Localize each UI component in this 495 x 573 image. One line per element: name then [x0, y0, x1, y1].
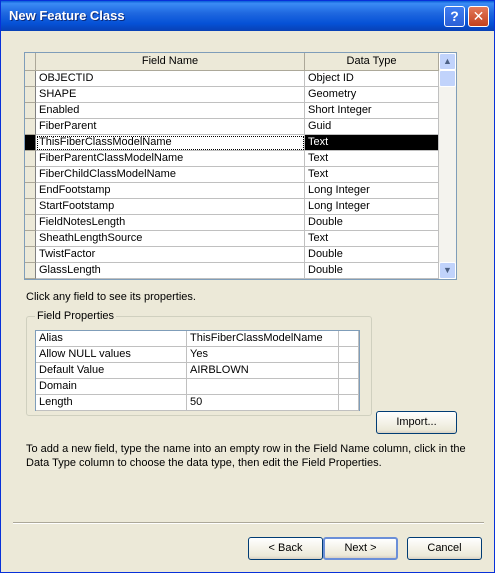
- property-extra-cell[interactable]: [339, 363, 359, 379]
- field-name-cell[interactable]: FiberChildClassModelName: [36, 167, 305, 183]
- property-name: Length: [36, 395, 187, 411]
- data-type-cell[interactable]: Long Integer: [305, 199, 439, 215]
- row-selector[interactable]: [25, 263, 36, 279]
- next-button[interactable]: Next >: [323, 537, 398, 560]
- chevron-up-icon: ▲: [443, 56, 452, 66]
- field-name-cell[interactable]: FiberParent: [36, 119, 305, 135]
- table-row[interactable]: [25, 183, 439, 199]
- row-selector[interactable]: [25, 247, 36, 263]
- property-name: Allow NULL values: [36, 347, 187, 363]
- table-row[interactable]: [25, 119, 439, 135]
- property-row: [36, 331, 359, 347]
- cancel-button[interactable]: Cancel: [407, 537, 482, 560]
- fields-grid: [24, 52, 457, 280]
- property-value[interactable]: 50: [187, 395, 339, 411]
- field-name-cell[interactable]: SheathLengthSource: [36, 231, 305, 247]
- column-header-data-type[interactable]: Data Type: [305, 53, 439, 71]
- row-selector[interactable]: [25, 199, 36, 215]
- row-selector[interactable]: [25, 231, 36, 247]
- back-button[interactable]: < Back: [248, 537, 323, 560]
- scroll-up-button[interactable]: [439, 53, 456, 70]
- row-selector[interactable]: [25, 135, 36, 151]
- table-row[interactable]: [25, 231, 439, 247]
- row-selector[interactable]: [25, 103, 36, 119]
- row-selector-header: [25, 53, 36, 71]
- field-name-cell[interactable]: TwistFactor: [36, 247, 305, 263]
- data-type-cell[interactable]: Object ID: [305, 71, 439, 87]
- data-type-cell[interactable]: Double: [305, 247, 439, 263]
- chevron-down-icon: ▼: [443, 265, 452, 275]
- data-type-cell[interactable]: Text: [305, 151, 439, 167]
- close-icon: ✕: [472, 8, 485, 24]
- table-row[interactable]: [25, 87, 439, 103]
- data-type-cell[interactable]: Geometry: [305, 87, 439, 103]
- property-name: Default Value: [36, 363, 187, 379]
- row-selector[interactable]: [25, 119, 36, 135]
- property-extra-cell[interactable]: [339, 331, 359, 347]
- column-header-field-name[interactable]: Field Name: [36, 53, 305, 71]
- property-row: [36, 379, 359, 395]
- close-button[interactable]: [468, 6, 489, 27]
- scroll-thumb[interactable]: [439, 70, 456, 87]
- property-row: [36, 395, 359, 411]
- data-type-cell[interactable]: Text: [305, 231, 439, 247]
- table-row[interactable]: [25, 215, 439, 231]
- row-selector[interactable]: [25, 183, 36, 199]
- data-type-cell[interactable]: Short Integer: [305, 103, 439, 119]
- grid-hint-text: Click any field to see its properties.: [26, 291, 196, 303]
- data-type-cell[interactable]: Double: [305, 215, 439, 231]
- property-extra-cell[interactable]: [339, 379, 359, 395]
- title-bar[interactable]: [1, 1, 494, 31]
- table-row[interactable]: [25, 167, 439, 183]
- row-selector[interactable]: [25, 151, 36, 167]
- data-type-cell[interactable]: Guid: [305, 119, 439, 135]
- window-title: New Feature Class: [9, 8, 125, 23]
- grid-vertical-scrollbar[interactable]: [439, 53, 456, 279]
- row-selector[interactable]: [25, 87, 36, 103]
- property-value[interactable]: AIRBLOWN: [187, 363, 339, 379]
- table-row[interactable]: [25, 151, 439, 167]
- table-row[interactable]: [25, 71, 439, 87]
- field-properties-table: [35, 330, 360, 411]
- table-row[interactable]: [25, 103, 439, 119]
- property-extra-cell[interactable]: [339, 347, 359, 363]
- help-button[interactable]: [444, 6, 465, 27]
- help-icon: ?: [450, 8, 459, 24]
- field-properties-group: [26, 310, 372, 416]
- instructions-text: To add a new field, type the name into an empty row in the Field Name column, click in the Data Type column to choose the data type, then edit the Field Properties.: [26, 443, 466, 469]
- field-name-cell[interactable]: OBJECTID: [36, 71, 305, 87]
- field-name-cell[interactable]: FieldNotesLength: [36, 215, 305, 231]
- data-type-cell[interactable]: Text: [305, 167, 439, 183]
- field-properties-title: Field Properties: [37, 310, 115, 322]
- row-selector[interactable]: [25, 215, 36, 231]
- table-row[interactable]: [25, 199, 439, 215]
- property-extra-cell[interactable]: [339, 395, 359, 411]
- data-type-cell[interactable]: Double: [305, 263, 439, 279]
- property-name: Alias: [36, 331, 187, 347]
- property-row: [36, 347, 359, 363]
- scroll-down-button[interactable]: [439, 262, 456, 279]
- field-name-cell[interactable]: GlassLength: [36, 263, 305, 279]
- field-name-cell[interactable]: Enabled: [36, 103, 305, 119]
- footer-separator-highlight: [13, 523, 484, 524]
- property-value[interactable]: [187, 379, 339, 395]
- row-selector[interactable]: [25, 167, 36, 183]
- import-button[interactable]: Import...: [376, 411, 457, 434]
- property-row: [36, 363, 359, 379]
- property-value[interactable]: ThisFiberClassModelName: [187, 331, 339, 347]
- data-type-cell[interactable]: Text: [305, 135, 439, 151]
- table-row[interactable]: [25, 135, 439, 151]
- property-value[interactable]: Yes: [187, 347, 339, 363]
- data-type-cell[interactable]: Long Integer: [305, 183, 439, 199]
- field-name-cell[interactable]: FiberParentClassModelName: [36, 151, 305, 167]
- property-name: Domain: [36, 379, 187, 395]
- field-name-cell[interactable]: ThisFiberClassModelName: [36, 135, 305, 151]
- grid-header: [25, 53, 439, 71]
- field-name-cell[interactable]: EndFootstamp: [36, 183, 305, 199]
- row-selector[interactable]: [25, 71, 36, 87]
- table-row[interactable]: [25, 247, 439, 263]
- field-name-cell[interactable]: StartFootstamp: [36, 199, 305, 215]
- field-name-cell[interactable]: SHAPE: [36, 87, 305, 103]
- table-row[interactable]: [25, 263, 439, 279]
